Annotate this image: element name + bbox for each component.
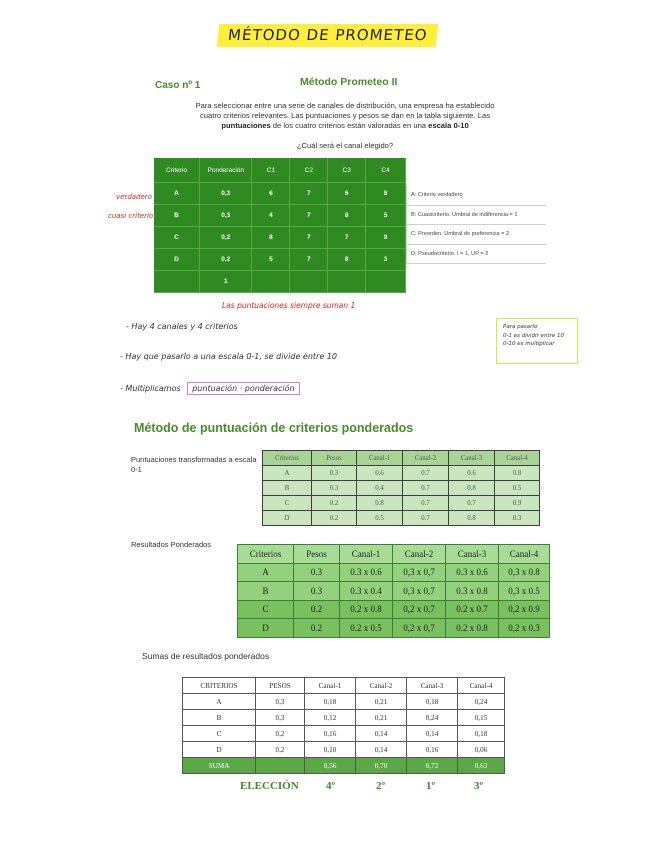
table-cell: 0,06 (458, 742, 505, 758)
table-row (183, 694, 505, 710)
table-cell: 0,21 (356, 694, 407, 710)
header-cell: PESOS (256, 678, 305, 694)
table-cell: D (263, 511, 312, 526)
table-cell: 0.7 (403, 481, 449, 496)
sticky-line: Para pasarlo (503, 324, 538, 330)
table-cell: 0,18 (458, 726, 505, 742)
table-cell: 0,18 (305, 694, 356, 710)
table-cell: 0,3 (256, 710, 305, 726)
legend-item: D: Pseudocriterio. I = 1, UP = 2 (406, 245, 546, 265)
table-cell: 0,3 x 0.8 (499, 563, 550, 582)
table-cell: 0.6 (449, 466, 495, 481)
table-cell: 0.3 x 0.6 (340, 563, 393, 582)
criteria-legend (406, 186, 546, 264)
table-cell: 0.2 (294, 600, 340, 619)
sum-cell: 0,56 (305, 758, 356, 774)
table-cell: 0,3 x 0,7 (393, 582, 446, 601)
header-cell: Ponderación (200, 158, 252, 183)
table-cell: 0,18 (407, 694, 458, 710)
table-cell: 0,2 x 0,7 (393, 600, 446, 619)
table-cell: 0.7 (403, 496, 449, 511)
header-cell: Canal-2 (393, 545, 446, 564)
transformed-label: Puntuaciones transformadas a escala 0-1 (131, 455, 257, 474)
weighted-label: Resultados Ponderados (131, 540, 212, 549)
header-cell: Pesos (312, 451, 357, 466)
table-cell: 8 (366, 183, 406, 205)
table-cell: 8 (328, 249, 366, 271)
header-cell: C4 (366, 158, 406, 183)
election-rank-canal-2: 2º (376, 780, 386, 792)
table-cell: C (263, 496, 312, 511)
table-row (263, 466, 540, 481)
table-cell: A (154, 183, 200, 205)
table-cell: C (154, 227, 200, 249)
table-cell: 6 (328, 183, 366, 205)
table-cell: 0,2 (256, 742, 305, 758)
table-cell: 0,15 (458, 710, 505, 726)
header-cell: Pesos (294, 545, 340, 564)
table-cell: 0.7 (403, 466, 449, 481)
table-cell: 0.2 (312, 496, 357, 511)
table-cell: 0.3 x 0.4 (340, 582, 393, 601)
table-cell: 7 (328, 227, 366, 249)
table-cell: 7 (290, 227, 328, 249)
table-row (183, 726, 505, 742)
table-row (183, 742, 505, 758)
table-cell (252, 271, 290, 293)
table-cell: 7 (290, 183, 328, 205)
table-cell: 0,21 (356, 710, 407, 726)
table-cell: 0.3 x 0.6 (446, 563, 499, 582)
table-cell: 0,14 (407, 726, 458, 742)
table-row (238, 563, 550, 582)
table-cell: C (238, 600, 294, 619)
sums-label: Sumas de resultados ponderados (142, 651, 270, 661)
table-cell (366, 271, 406, 293)
table-cell: 0,24 (458, 694, 505, 710)
sum-cell: 0,70 (356, 758, 407, 774)
table-cell: 0,10 (305, 742, 356, 758)
sum-cell: 0,72 (407, 758, 458, 774)
table-cell: 0,2 (200, 227, 252, 249)
election-rank-canal-3: 1º (426, 780, 436, 792)
handwritten-note-2: - Hay que pasarlo a una escala 0-1, se divide entre 10 (120, 352, 337, 361)
header-cell: C2 (290, 158, 328, 183)
table-row (238, 600, 550, 619)
sums-table (182, 677, 505, 774)
table-header-row (154, 158, 406, 183)
table-cell: C (183, 726, 256, 742)
table-cell: A (263, 466, 312, 481)
table-cell: 0.2 (312, 511, 357, 526)
table-cell: 0.4 (357, 481, 403, 496)
table-row (238, 619, 550, 638)
table-cell (154, 271, 200, 293)
table-cell: 0.5 (495, 481, 540, 496)
header-cell: Criterios (263, 451, 312, 466)
case-label: Caso nº 1 (155, 80, 201, 91)
table-cell: 0,14 (356, 726, 407, 742)
note-3-text: - Multiplicamos (120, 384, 181, 393)
table-row (154, 227, 406, 249)
table-cell: B (238, 582, 294, 601)
table-cell: 8 (252, 227, 290, 249)
table-cell: 0.8 (357, 496, 403, 511)
table-cell: 0.8 (449, 511, 495, 526)
table-cell: 0.9 (495, 496, 540, 511)
transformed-table (262, 450, 540, 526)
table-header-row (183, 678, 505, 694)
table-cell: 0,2 (200, 249, 252, 271)
header-cell: Criterios (238, 545, 294, 564)
table-cell: 5 (252, 249, 290, 271)
sum-label: SUMA (183, 758, 256, 774)
weighted-table (237, 544, 550, 638)
sticky-line: 0-1 es dividir entre 10 (503, 332, 564, 339)
table-cell: D (154, 249, 200, 271)
table-cell: 0.3 (495, 511, 540, 526)
table-cell: 0,3 (200, 183, 252, 205)
election-rank-canal-1: 4º (326, 780, 336, 792)
table-cell: B (183, 710, 256, 726)
table-cell (256, 758, 305, 774)
sticky-note (496, 318, 578, 364)
table-row (263, 481, 540, 496)
table-cell: D (183, 742, 256, 758)
header-cell: Canal-2 (356, 678, 407, 694)
handwritten-note-1: - Hay 4 canales y 4 criterios (126, 322, 238, 331)
table-row (238, 582, 550, 601)
sticky-line: 0-10 es multiplicar (503, 341, 555, 347)
table-cell: 0.3 (294, 563, 340, 582)
header-cell: Canal-3 (449, 451, 495, 466)
table-cell: 5 (366, 205, 406, 227)
table-row (263, 511, 540, 526)
red-annotation-cuasi: cuasi criterio (108, 212, 154, 220)
table-cell: 0,2 x 0.9 (499, 600, 550, 619)
table-row (263, 496, 540, 511)
intro-line-2: cuatro criterios relevantes. Las puntuaciones y pesos se dan en la tabla siguiente. Las (199, 111, 490, 120)
table-cell: A (238, 563, 294, 582)
table-cell (328, 271, 366, 293)
table-cell: 9 (366, 227, 406, 249)
sum-cell: 0,63 (458, 758, 505, 774)
table-cell: 0,3 x 0.5 (499, 582, 550, 601)
header-cell: Canal-4 (495, 451, 540, 466)
table-cell: 0.2 x 0.8 (446, 619, 499, 638)
question: ¿Cuál será el canal elegido? (296, 141, 394, 150)
header-cell: Canal-1 (340, 545, 393, 564)
highlight-box: puntuación · ponderación (187, 382, 299, 395)
header-cell: C3 (328, 158, 366, 183)
table-row (154, 205, 406, 227)
header-cell: Canal-1 (357, 451, 403, 466)
intro-line-3: puntuaciones de los cuatro criterios están valoradas en una escala 0-10 (221, 121, 469, 130)
table-cell: 4 (252, 205, 290, 227)
table-cell: A (183, 694, 256, 710)
table-cell: 0.8 (449, 481, 495, 496)
table-cell: 0.5 (357, 511, 403, 526)
table-cell: B (154, 205, 200, 227)
table-cell: 0,12 (305, 710, 356, 726)
header-cell: CRITERIOS (183, 678, 256, 694)
table-cell: 3 (366, 249, 406, 271)
page-title-text: MÉTODO DE PROMETEO (217, 24, 439, 47)
table-cell: 0.7 (403, 511, 449, 526)
table-cell: 0.8 (495, 466, 540, 481)
legend-item: B: Cuasicriterio. Umbral de indiferencia = 1 (406, 206, 546, 226)
table-cell: 0,16 (305, 726, 356, 742)
table-header-row (238, 545, 550, 564)
table-cell: D (238, 619, 294, 638)
table-header-row (263, 451, 540, 466)
prometeo-table-panel (154, 158, 406, 292)
table-cell: 0.6 (357, 466, 403, 481)
table-cell: 0.3 x 0.8 (446, 582, 499, 601)
table-cell: 0,24 (407, 710, 458, 726)
table-cell: 7 (290, 205, 328, 227)
table-row (154, 249, 406, 271)
table-cell: 0,2 x 0,7 (393, 619, 446, 638)
table-cell: 0,16 (407, 742, 458, 758)
table-cell: 0.2 x 0.7 (446, 600, 499, 619)
table-cell: 6 (252, 183, 290, 205)
election-rank-canal-4: 3º (474, 780, 484, 792)
legend-item: A: Criterio verdadero (406, 186, 546, 206)
page-title (0, 24, 656, 47)
header-cell: Canal-3 (407, 678, 458, 694)
handwritten-note-3 (120, 384, 300, 393)
table-row (183, 710, 505, 726)
election-label: ELECCIÓN (240, 780, 299, 792)
section-heading: Método de puntuación de criterios ponderados (134, 421, 414, 435)
table-cell: 8 (328, 205, 366, 227)
table-cell: 0.7 (449, 496, 495, 511)
header-cell: Criterio (154, 158, 200, 183)
table-cell: 7 (290, 249, 328, 271)
intro-paragraph (150, 101, 540, 131)
table-cell: 0.2 x 0.8 (340, 600, 393, 619)
header-cell: Canal-3 (446, 545, 499, 564)
header-cell: Canal-4 (499, 545, 550, 564)
table-cell: 0,14 (356, 742, 407, 758)
table-row-total (154, 271, 406, 293)
header-cell: Canal-2 (403, 451, 449, 466)
red-annotation-verdadero: verdadero (116, 193, 152, 201)
table-cell: 0.3 (312, 466, 357, 481)
table-cell: 0.3 (294, 582, 340, 601)
table-cell: 0.3 (312, 481, 357, 496)
table-row (154, 183, 406, 205)
legend-item: C: Preorden. Umbral de preferencia = 2 (406, 225, 546, 245)
table-cell: 0,3 (256, 694, 305, 710)
header-cell: Canal-1 (305, 678, 356, 694)
prometeo-heading: Método Prometeo II (300, 76, 398, 88)
table-cell: 0,2 (256, 726, 305, 742)
prometeo-table (154, 158, 406, 293)
table-cell: 0,3 (200, 205, 252, 227)
header-cell: Canal-4 (458, 678, 505, 694)
table-cell: 0.2 (294, 619, 340, 638)
red-annotation-sum: Las puntuaciones siempre suman 1 (222, 301, 356, 310)
table-cell (290, 271, 328, 293)
table-cell: 0,3 x 0,7 (393, 563, 446, 582)
sum-row (183, 758, 505, 774)
table-cell: B (263, 481, 312, 496)
intro-line-1: Para seleccionar entre una serie de canales de distribución, una empresa ha establecido (195, 101, 495, 110)
table-cell: 0.2 x 0.5 (340, 619, 393, 638)
total-cell: 1 (200, 271, 252, 293)
table-cell: 0,2 x 0.3 (499, 619, 550, 638)
header-cell: C1 (252, 158, 290, 183)
